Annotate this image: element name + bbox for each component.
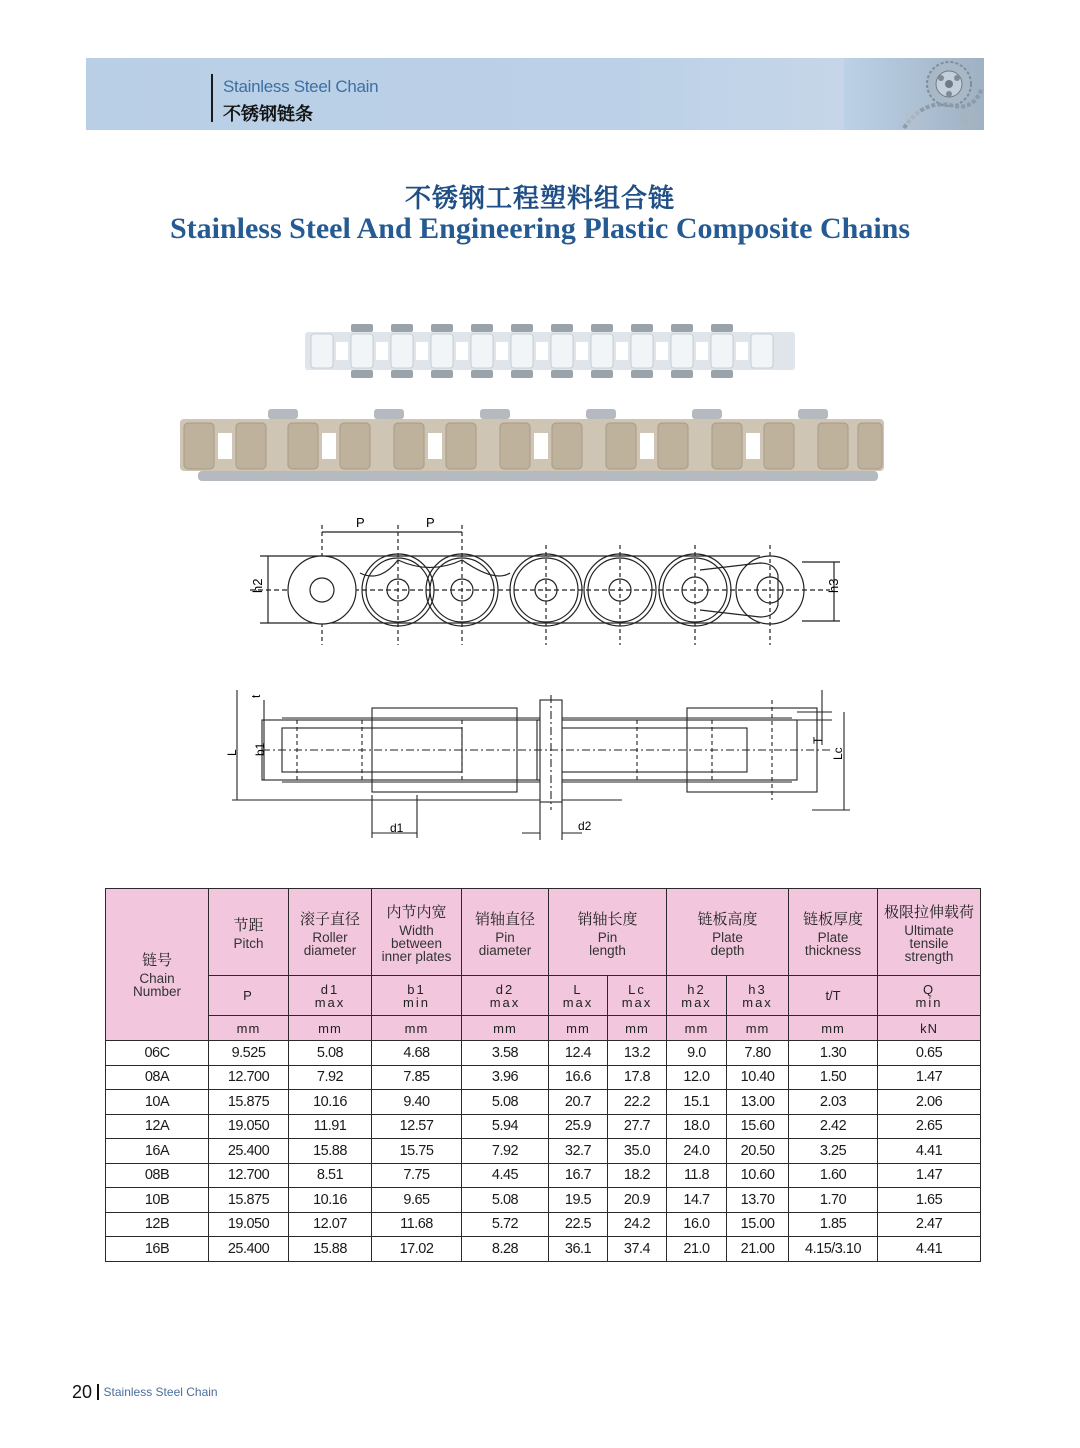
value-cell: 1.47: [878, 1065, 981, 1090]
Lc-label: Lc: [831, 747, 845, 760]
value-cell: 13.00: [727, 1090, 789, 1115]
page-number: 20: [72, 1382, 93, 1402]
value-cell: 14.7: [667, 1188, 727, 1213]
beige-plastic-chain-photo: [178, 405, 886, 485]
header-banner: [86, 58, 984, 130]
header-tensile-strength: 极限拉伸载荷 Ultimate tensile strength: [878, 889, 981, 976]
unit-cell: mm: [549, 1016, 608, 1041]
value-cell: 10.16: [289, 1090, 372, 1115]
spec-table: [105, 888, 981, 1262]
sym-d2: d2 max: [462, 976, 549, 1016]
value-cell: 15.875: [209, 1188, 289, 1213]
value-cell: 22.5: [549, 1212, 608, 1237]
sym-Lc: Lc max: [608, 976, 667, 1016]
T-label: T: [811, 736, 825, 744]
value-cell: 19.050: [209, 1114, 289, 1139]
page-footer: [72, 1382, 218, 1403]
footer-text: Stainless Steel Chain: [103, 1385, 218, 1399]
value-cell: 27.7: [608, 1114, 667, 1139]
value-cell: 5.08: [289, 1041, 372, 1066]
value-cell: 5.94: [462, 1114, 549, 1139]
value-cell: 32.7: [549, 1139, 608, 1164]
chain-number-cell: 16B: [106, 1237, 209, 1262]
value-cell: 17.02: [372, 1237, 462, 1262]
banner-divider: [211, 74, 213, 122]
value-cell: 7.75: [372, 1163, 462, 1188]
value-cell: 8.28: [462, 1237, 549, 1262]
unit-cell: mm: [727, 1016, 789, 1041]
footer-divider: [97, 1384, 99, 1400]
value-cell: 35.0: [608, 1139, 667, 1164]
unit-cell: mm: [289, 1016, 372, 1041]
value-cell: 2.06: [878, 1090, 981, 1115]
page-title-cn: 不锈钢工程塑料组合链: [404, 183, 675, 213]
value-cell: 15.88: [289, 1237, 372, 1262]
d2-label: d2: [578, 819, 592, 833]
value-cell: 11.68: [372, 1212, 462, 1237]
value-cell: 5.08: [462, 1090, 549, 1115]
chain-number-cell: 10A: [106, 1090, 209, 1115]
value-cell: 20.9: [608, 1188, 667, 1213]
value-cell: 19.5: [549, 1188, 608, 1213]
value-cell: 7.92: [462, 1139, 549, 1164]
L-label: L: [225, 749, 239, 756]
value-cell: 24.2: [608, 1212, 667, 1237]
value-cell: 0.65: [878, 1041, 981, 1066]
chain-number-cell: 12A: [106, 1114, 209, 1139]
chain-number-cell: 16A: [106, 1139, 209, 1164]
sym-Q: Q min: [878, 976, 981, 1016]
value-cell: 16.0: [667, 1212, 727, 1237]
unit-cell: mm: [667, 1016, 727, 1041]
value-cell: 2.42: [789, 1114, 878, 1139]
value-cell: 12.0: [667, 1065, 727, 1090]
value-cell: 15.88: [289, 1139, 372, 1164]
value-cell: 5.08: [462, 1188, 549, 1213]
value-cell: 1.65: [878, 1188, 981, 1213]
value-cell: 4.45: [462, 1163, 549, 1188]
t-label: t: [249, 694, 263, 698]
value-cell: 20.7: [549, 1090, 608, 1115]
sym-d1: d1 max: [289, 976, 372, 1016]
value-cell: 16.6: [549, 1065, 608, 1090]
value-cell: 12.57: [372, 1114, 462, 1139]
value-cell: 12.700: [209, 1163, 289, 1188]
value-cell: 17.8: [608, 1065, 667, 1090]
value-cell: 18.0: [667, 1114, 727, 1139]
value-cell: 4.41: [878, 1139, 981, 1164]
value-cell: 4.15/3.10: [789, 1237, 878, 1262]
chain-side-view-diagram: [240, 515, 850, 645]
header-plate-thickness: 链板厚度 Plate thickness: [789, 889, 878, 976]
table-row: [106, 1041, 981, 1066]
value-cell: 1.30: [789, 1041, 878, 1066]
symbol-row: [106, 976, 981, 1016]
value-cell: 18.2: [608, 1163, 667, 1188]
value-cell: 12.4: [549, 1041, 608, 1066]
value-cell: 15.1: [667, 1090, 727, 1115]
value-cell: 9.65: [372, 1188, 462, 1213]
value-cell: 24.0: [667, 1139, 727, 1164]
value-cell: 9.0: [667, 1041, 727, 1066]
value-cell: 2.47: [878, 1212, 981, 1237]
value-cell: 1.50: [789, 1065, 878, 1090]
table-row: [106, 1090, 981, 1115]
sym-L: L max: [549, 976, 608, 1016]
sym-b1: b1 min: [372, 976, 462, 1016]
value-cell: 7.92: [289, 1065, 372, 1090]
value-cell: 8.51: [289, 1163, 372, 1188]
header-inner-width: 内节内宽 Width between inner plates: [372, 889, 462, 976]
value-cell: 1.85: [789, 1212, 878, 1237]
chain-number-cell: 08A: [106, 1065, 209, 1090]
value-cell: 37.4: [608, 1237, 667, 1262]
value-cell: 16.7: [549, 1163, 608, 1188]
value-cell: 13.70: [727, 1188, 789, 1213]
unit-cell: mm: [789, 1016, 878, 1041]
value-cell: 15.60: [727, 1114, 789, 1139]
value-cell: 1.47: [878, 1163, 981, 1188]
value-cell: 13.2: [608, 1041, 667, 1066]
chain-number-cell: 06C: [106, 1041, 209, 1066]
value-cell: 21.00: [727, 1237, 789, 1262]
value-cell: 21.0: [667, 1237, 727, 1262]
value-cell: 1.70: [789, 1188, 878, 1213]
value-cell: 10.60: [727, 1163, 789, 1188]
value-cell: 3.58: [462, 1041, 549, 1066]
value-cell: 10.16: [289, 1188, 372, 1213]
table-row: [106, 1188, 981, 1213]
value-cell: 2.65: [878, 1114, 981, 1139]
white-plastic-chain-photo: [305, 322, 795, 380]
value-cell: 25.9: [549, 1114, 608, 1139]
value-cell: 12.07: [289, 1212, 372, 1237]
value-cell: 22.2: [608, 1090, 667, 1115]
header-pitch: 节距 Pitch: [209, 889, 289, 976]
chain-number-cell: 10B: [106, 1188, 209, 1213]
sym-tT: t/T: [789, 976, 878, 1016]
unit-row: [106, 1016, 981, 1041]
value-cell: 25.400: [209, 1139, 289, 1164]
page-title-en: Stainless Steel And Engineering Plastic Composite Chains: [169, 212, 911, 245]
pitch-label-1: P: [356, 515, 365, 530]
value-cell: 7.85: [372, 1065, 462, 1090]
header-chain-number: 链号 Chain Number: [106, 889, 209, 1041]
table-row: [106, 1139, 981, 1164]
chain-top-view-diagram: [222, 690, 862, 850]
value-cell: 11.91: [289, 1114, 372, 1139]
value-cell: 2.03: [789, 1090, 878, 1115]
unit-cell: kN: [878, 1016, 981, 1041]
h3-label: h3: [826, 578, 841, 593]
value-cell: 3.96: [462, 1065, 549, 1090]
unit-cell: mm: [608, 1016, 667, 1041]
sym-h2: h2 max: [667, 976, 727, 1016]
header-roller-diameter: 滚子直径 Roller diameter: [289, 889, 372, 976]
b1-label: b1: [253, 742, 267, 756]
banner-title-cn: 不锈钢链条: [223, 104, 313, 124]
table-row: [106, 1237, 981, 1262]
value-cell: 25.400: [209, 1237, 289, 1262]
value-cell: 15.75: [372, 1139, 462, 1164]
value-cell: 10.40: [727, 1065, 789, 1090]
table-row: [106, 1212, 981, 1237]
unit-cell: mm: [372, 1016, 462, 1041]
value-cell: 15.00: [727, 1212, 789, 1237]
table-row: [106, 1163, 981, 1188]
unit-cell: mm: [209, 1016, 289, 1041]
unit-cell: mm: [462, 1016, 549, 1041]
chain-number-cell: 12B: [106, 1212, 209, 1237]
value-cell: 19.050: [209, 1212, 289, 1237]
value-cell: 4.68: [372, 1041, 462, 1066]
value-cell: 3.25: [789, 1139, 878, 1164]
sym-h3: h3 max: [727, 976, 789, 1016]
header-pin-diameter: 销轴直径 Pin diameter: [462, 889, 549, 976]
header-plate-depth: 链板高度 Plate depth: [667, 889, 789, 976]
value-cell: 11.8: [667, 1163, 727, 1188]
value-cell: 7.80: [727, 1041, 789, 1066]
banner-title-en: Stainless Steel Chain: [223, 77, 379, 96]
h2-label: h2: [250, 578, 265, 593]
table-row: [106, 1114, 981, 1139]
gear-chain-image: [844, 58, 984, 130]
value-cell: 15.875: [209, 1090, 289, 1115]
d1-label: d1: [390, 821, 404, 835]
spec-table-body: [106, 1041, 981, 1262]
value-cell: 36.1: [549, 1237, 608, 1262]
header-pin-length: 销轴长度 Pin length: [549, 889, 667, 976]
value-cell: 20.50: [727, 1139, 789, 1164]
sym-p: P: [209, 976, 289, 1016]
value-cell: 5.72: [462, 1212, 549, 1237]
pitch-label-2: P: [426, 515, 435, 530]
value-cell: 12.700: [209, 1065, 289, 1090]
value-cell: 1.60: [789, 1163, 878, 1188]
value-cell: 4.41: [878, 1237, 981, 1262]
chain-number-cell: 08B: [106, 1163, 209, 1188]
value-cell: 9.40: [372, 1090, 462, 1115]
value-cell: 9.525: [209, 1041, 289, 1066]
table-row: [106, 1065, 981, 1090]
